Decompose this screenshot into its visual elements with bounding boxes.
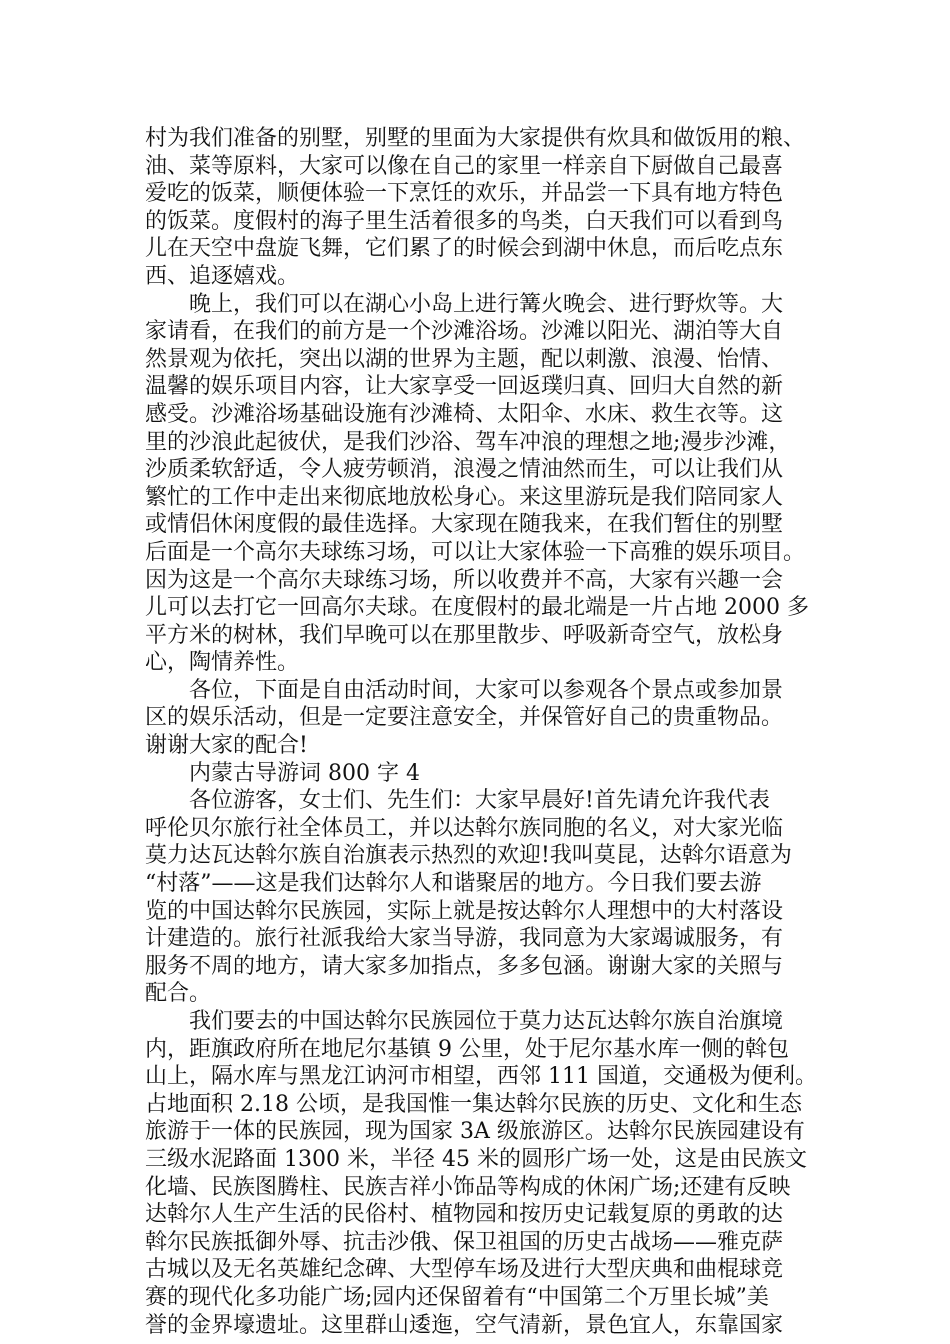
text-line: 三级水泥路面 1300 米，半径 45 米的圆形广场一处，这是由民族文 (145, 1146, 807, 1172)
text-line: 山上，隔水库与黑龙江讷河市相望，西邻 111 国道，交通极为便利。 (145, 1064, 817, 1090)
text-line: 誉的金界壕遗址。这里群山逶迤，空气清新，景色宜人，东靠国家 (145, 1312, 784, 1338)
text-line: 旅游于一体的民族园，现为国家 3A 级旅游区。达斡尔民族园建设有 (145, 1119, 805, 1145)
text-line: 古城以及无名英雄纪念碑、大型停车场及进行大型庆典和曲棍球竞 (145, 1257, 784, 1283)
text-line: 赛的现代化多功能广场;园内还保留着有“中国第二个万里长城”美 (145, 1284, 769, 1310)
paragraph (145, 1008, 815, 1339)
paragraph (145, 125, 815, 291)
text-line: 呼伦贝尔旅行社全体员工，并以达斡尔族同胞的名义，对大家光临 (145, 815, 784, 841)
text-line: 油、菜等原料，大家可以像在自己的家里一样亲自下厨做自己最喜 (145, 153, 784, 179)
text-line: 后面是一个高尔夫球练习场，可以让大家体验一下高雅的娱乐项目。 (145, 539, 806, 565)
text-line: “村落”——这是我们达斡尔人和谐聚居的地方。今日我们要去游 (145, 871, 762, 897)
text-line: 沙质柔软舒适，令人疲劳顿消，浪漫之情油然而生，可以让我们从 (145, 457, 784, 483)
text-line: 家请看，在我们的前方是一个沙滩浴场。沙滩以阳光、湖泊等大自 (145, 319, 784, 345)
document-page (145, 125, 815, 1339)
text-line: 晚上，我们可以在湖心小岛上进行篝火晚会、进行野炊等。大 (189, 291, 784, 317)
text-line: 西、追逐嬉戏。 (145, 263, 300, 289)
text-line: 化墙、民族图腾柱、民族吉祥小饰品等构成的休闲广场;还建有反映 (145, 1174, 791, 1200)
paragraph (145, 291, 815, 677)
text-line: 达斡尔人生产生活的民俗村、植物园和按历史记载复原的勇敢的达 (145, 1202, 784, 1228)
text-line: 斡尔民族抵御外辱、抗击沙俄、保卫祖国的历史古战场——雅克萨 (145, 1229, 784, 1255)
text-line: 内，距旗政府所在地尼尔基镇 9 公里，处于尼尔基水库一侧的斡包 (145, 1036, 789, 1062)
text-line: 配合。 (145, 981, 212, 1007)
paragraph (145, 677, 815, 760)
text-line: 儿在天空中盘旋飞舞，它们累了的时候会到湖中休息，而后吃点东 (145, 236, 784, 262)
text-line: 区的娱乐活动，但是一定要注意安全，并保管好自己的贵重物品。 (145, 705, 784, 731)
text-line: 村为我们准备的别墅，别墅的里面为大家提供有炊具和做饭用的粮、 (145, 126, 806, 151)
text-line: 各位游客，女士们、先生们：大家早晨好!首先请允许我代表 (189, 788, 770, 814)
text-line: 各位，下面是自由活动时间，大家可以参观各个景点或参加景 (189, 677, 784, 703)
text-line: 温馨的娱乐项目内容，让大家享受一回返璞归真、回归大自然的新 (145, 374, 784, 400)
document-body-part-1 (145, 125, 815, 760)
text-line: 平方米的树林，我们早晚可以在那里散步、呼吸新奇空气，放松身 (145, 622, 784, 648)
text-line: 我们要去的中国达斡尔民族园位于莫力达瓦达斡尔族自治旗境 (189, 1009, 784, 1034)
text-line: 心，陶情养性。 (145, 650, 300, 676)
text-line: 因为这是一个高尔夫球练习场，所以收费并不高，大家有兴趣一会 (145, 567, 784, 593)
text-line: 谢谢大家的配合! (145, 733, 308, 759)
text-line: 或情侣休闲度假的最佳选择。大家现在随我来，在我们暂住的别墅 (145, 512, 784, 538)
text-line: 里的沙浪此起彼伏，是我们沙浴、驾车冲浪的理想之地;漫步沙滩， (145, 429, 791, 455)
paragraph (145, 787, 815, 1008)
section-title: 内蒙古导游词 800 字 4 (189, 760, 420, 786)
text-line: 莫力达瓦达斡尔族自治旗表示热烈的欢迎!我叫莫昆，达斡尔语意为 (145, 843, 792, 869)
text-line: 的饭菜。度假村的海子里生活着很多的鸟类，白天我们可以看到鸟 (145, 208, 784, 234)
text-line: 儿可以去打它一回高尔夫球。在度假村的最北端是一片占地 2000 多 (145, 595, 809, 621)
text-line: 感受。沙滩浴场基础设施有沙滩椅、太阳伞、水床、救生衣等。这 (145, 401, 784, 427)
text-line: 计建造的。旅行社派我给大家当导游，我同意为大家竭诚服务，有 (145, 926, 784, 952)
text-line: 爱吃的饭菜，顺便体验一下烹饪的欢乐，并品尝一下具有地方特色 (145, 181, 784, 207)
text-line: 服务不周的地方，请大家多加指点，多多包涵。谢谢大家的关照与 (145, 953, 784, 979)
text-line: 繁忙的工作中走出来彻底地放松身心。来这里游玩是我们陪同家人 (145, 484, 784, 510)
document-body-part-2 (145, 787, 815, 1339)
text-line: 占地面积 2.18 公顷，是我国惟一集达斡尔民族的历史、文化和生态 (145, 1091, 802, 1117)
text-line: 然景观为依托，突出以湖的世界为主题，配以刺激、浪漫、怡情、 (145, 346, 784, 372)
text-line: 览的中国达斡尔民族园，实际上就是按达斡尔人理想中的大村落设 (145, 898, 784, 924)
